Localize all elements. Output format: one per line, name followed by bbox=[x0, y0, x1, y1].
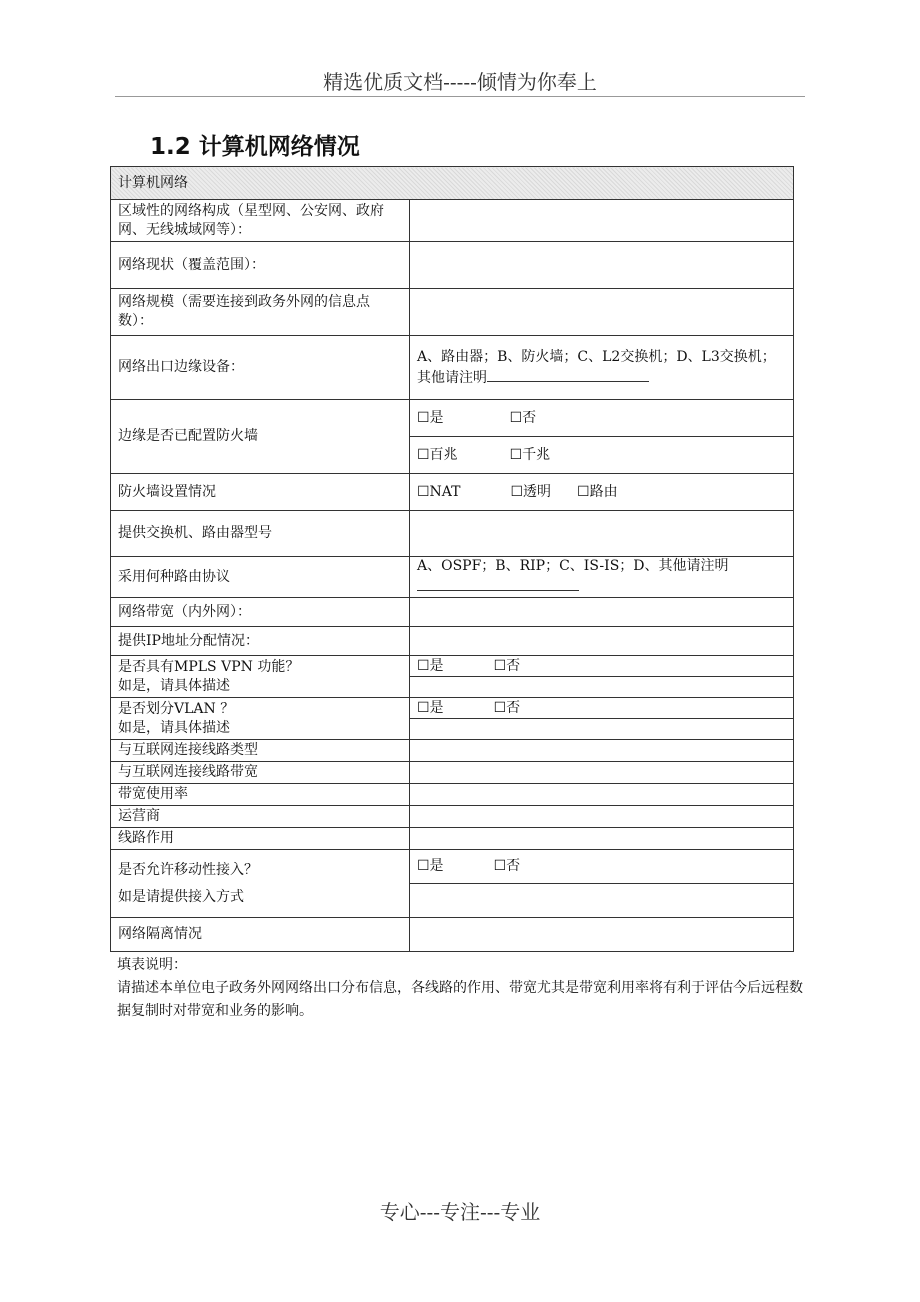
checkbox-vlan-yes[interactable]: ☐是 bbox=[417, 699, 444, 716]
field-link-type[interactable] bbox=[410, 740, 794, 762]
label-mpls-vpn-line1: 是否具有MPLS VPN 功能？ bbox=[118, 658, 300, 675]
checkbox-firewall-100m[interactable]: ☐百兆 bbox=[417, 446, 458, 463]
field-vlan-yes-no bbox=[410, 698, 794, 719]
label-mobile-access-line2: 如是请提供接入方式 bbox=[118, 888, 244, 905]
field-firewall-mode bbox=[410, 474, 794, 511]
field-region-network[interactable] bbox=[410, 200, 794, 242]
field-network-isolation[interactable] bbox=[410, 918, 794, 952]
edge-device-other-label: 其他请注明 bbox=[417, 369, 487, 386]
field-mpls-yes-no bbox=[410, 656, 794, 677]
table-header: 计算机网络 bbox=[111, 167, 794, 200]
label-link-purpose: 线路作用 bbox=[111, 828, 410, 850]
label-ip-allocation: 提供IP地址分配情况： bbox=[111, 627, 410, 656]
label-vlan-line2: 如是，请具体描述 bbox=[118, 719, 230, 736]
label-mpls-vpn bbox=[111, 656, 410, 698]
fill-instructions bbox=[117, 954, 807, 1023]
fill-instructions-body: 请描述本单位电子政务外网网络出口分布信息，各线路的作用、带宽尤其是带宽利用率将有利于评估今后远程数据复制时对带宽和业务的影响。 bbox=[117, 980, 803, 1019]
checkbox-firewall-no[interactable]: ☐否 bbox=[509, 409, 537, 426]
label-mpls-vpn-line2: 如是，请具体描述 bbox=[118, 677, 230, 694]
section-title: 1.2 计算机网络情况 bbox=[150, 134, 360, 160]
field-ip-allocation[interactable] bbox=[410, 627, 794, 656]
checkbox-fw-route[interactable]: ☐路由 bbox=[577, 483, 618, 500]
edge-device-other-row bbox=[417, 367, 786, 388]
label-region-network: 区域性的网络构成（星型网、公安网、政府网、无线城域网等）： bbox=[111, 200, 410, 242]
checkbox-mpls-no[interactable]: ☐否 bbox=[493, 657, 521, 674]
field-edge-device[interactable] bbox=[410, 336, 794, 400]
field-vlan-description[interactable] bbox=[410, 719, 794, 740]
field-firewall-yes-no bbox=[410, 400, 794, 437]
field-network-bandwidth[interactable] bbox=[410, 598, 794, 627]
checkbox-vlan-no[interactable]: ☐否 bbox=[493, 699, 521, 716]
field-mobile-access-method[interactable] bbox=[410, 884, 794, 918]
field-link-bandwidth[interactable] bbox=[410, 762, 794, 784]
label-firewall-mode: 防火墙设置情况 bbox=[111, 474, 410, 511]
checkbox-firewall-1000m[interactable]: ☐千兆 bbox=[509, 446, 551, 463]
routing-protocol-options: A、OSPF；B、RIP；C、IS-IS；D、其他请注明 bbox=[417, 558, 729, 574]
field-switch-router-model[interactable] bbox=[410, 511, 794, 557]
field-mpls-description[interactable] bbox=[410, 677, 794, 698]
network-info-table bbox=[110, 166, 794, 952]
edge-device-options: A、路由器；B、防火墙；C、L2交换机；D、L3交换机； bbox=[417, 348, 776, 365]
label-carrier: 运营商 bbox=[111, 806, 410, 828]
page-header: 精选优质文档-----倾情为你奉上 bbox=[115, 66, 805, 97]
field-firewall-speed bbox=[410, 437, 794, 474]
label-edge-firewall: 边缘是否已配置防火墙 bbox=[111, 400, 410, 474]
fill-instructions-title: 填表说明： bbox=[117, 957, 187, 973]
routing-protocol-other-blank[interactable] bbox=[417, 576, 579, 591]
label-vlan-line1: 是否划分VLAN ？ bbox=[118, 700, 235, 717]
label-mobile-access bbox=[111, 850, 410, 918]
field-mobile-yes-no bbox=[410, 850, 794, 884]
checkbox-firewall-yes[interactable]: ☐是 bbox=[417, 409, 444, 426]
field-routing-protocol[interactable] bbox=[410, 557, 794, 598]
label-network-isolation: 网络隔离情况 bbox=[111, 918, 410, 952]
label-bandwidth-usage: 带宽使用率 bbox=[111, 784, 410, 806]
page-footer: 专心---专注---专业 bbox=[379, 1200, 541, 1224]
label-network-scale: 网络规模（需要连接到政务外网的信息点数）： bbox=[111, 289, 410, 336]
field-link-purpose[interactable] bbox=[410, 828, 794, 850]
field-carrier[interactable] bbox=[410, 806, 794, 828]
label-network-bandwidth: 网络带宽（内外网）： bbox=[111, 598, 410, 627]
label-mobile-access-line1: 是否允许移动性接入？ bbox=[118, 861, 258, 878]
checkbox-mobile-no[interactable]: ☐否 bbox=[493, 858, 521, 874]
label-network-status: 网络现状（覆盖范围）： bbox=[111, 242, 410, 289]
label-vlan bbox=[111, 698, 410, 740]
checkbox-fw-transparent[interactable]: ☐透明 bbox=[510, 483, 552, 500]
label-link-type: 与互联网连接线路类型 bbox=[111, 740, 410, 762]
edge-device-other-blank[interactable] bbox=[487, 367, 649, 382]
field-bandwidth-usage[interactable] bbox=[410, 784, 794, 806]
field-network-scale[interactable] bbox=[410, 289, 794, 336]
label-link-bandwidth: 与互联网连接线路带宽 bbox=[111, 762, 410, 784]
checkbox-mobile-yes[interactable]: ☐是 bbox=[417, 858, 444, 874]
label-switch-router-model: 提供交换机、路由器型号 bbox=[111, 511, 410, 557]
checkbox-mpls-yes[interactable]: ☐是 bbox=[417, 657, 444, 674]
checkbox-fw-nat[interactable]: ☐NAT bbox=[417, 483, 461, 500]
label-routing-protocol: 采用何种路由协议 bbox=[111, 557, 410, 598]
label-edge-device: 网络出口边缘设备： bbox=[111, 336, 410, 400]
field-network-status[interactable] bbox=[410, 242, 794, 289]
